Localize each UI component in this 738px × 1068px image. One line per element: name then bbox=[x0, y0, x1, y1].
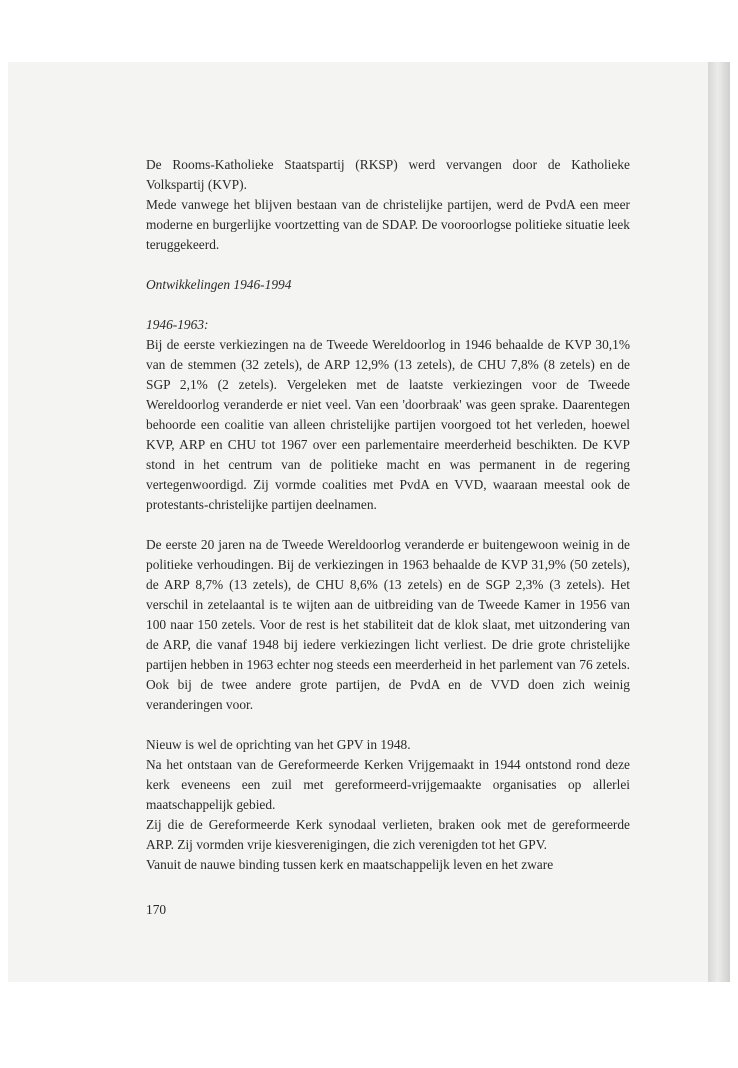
subsection-heading: 1946-1963: bbox=[146, 317, 209, 332]
paragraph-1946-elections: Bij de eerste verkiezingen na de Tweede Wereldoorlog in 1946 behaalde de KVP 30,1% van de stemmen (32 zetels), de ARP 12,9% (13 zetels), de CHU 7,8% (8 zetels) en de SGP 2,1% (2 zetels). Vergeleken met de laatste verkiezingen voor de Tweede Wereldoorlog veranderde er niet veel. Van een 'doorbraak' was geen sprake. Daarentegen behoorde een coalitie van alleen christelijke partijen voorgoed tot het verleden, hoewel KVP, ARP en CHU tot 1967 over een parlementaire meerderheid beschikten. De KVP stond in het centrum van de politieke macht en was permanent in de regering vertegenwoordigd. Zij vormde coalities met PvdA en VVD, waaraan meestal ook de protestants-christelijke partijen deelnamen. bbox=[146, 337, 630, 512]
paragraph-vrijgemaakt: Na het ontstaan van de Gereformeerde Kerken Vrijgemaakt in 1944 ontstond rond deze kerk eveneens een zuil met gereformeerd-vrijgemaakte organisaties op allerlei maatschappelijk gebied. bbox=[146, 757, 630, 812]
section-heading: Ontwikkelingen 1946-1994 bbox=[146, 277, 292, 292]
spacer bbox=[146, 515, 630, 535]
book-spine bbox=[708, 62, 730, 982]
paragraph-gpv-founding: Nieuw is wel de oprichting van het GPV in 1948. bbox=[146, 737, 411, 752]
paragraph-pvda: Mede vanwege het blijven bestaan van de christelijke partijen, werd de PvdA een meer moderne en burgerlijke voortzetting van de SDAP. De vooroorlogse politieke situatie leek teruggekeerd. bbox=[146, 197, 630, 252]
spacer bbox=[146, 715, 630, 735]
spacer bbox=[146, 295, 630, 315]
paragraph-rksp: De Rooms-Katholieke Staatspartij (RKSP) werd vervangen door de Katholieke Volkspartij (KVP). bbox=[146, 157, 630, 192]
paragraph-1963-elections: De eerste 20 jaren na de Tweede Wereldoorlog veranderde er buitengewoon weinig in de politieke verhoudingen. Bij de verkiezingen in 1963 behaalde de KVP 31,9% (50 zetels), de ARP 8,7% (13 zetels), de CHU 8,6% (13 zetels) en de SGP 2,3% (3 zetels). Het verschil in zetelaantal is te wijten aan de uitbreiding van de Tweede Kamer in 1956 van 100 naar 150 zetels. Voor de rest is het stabiliteit dat de klok slaat, met uitzondering van de ARP, die vanaf 1948 bij iedere verkiezingen licht verliest. De drie grote christelijke partijen hebben in 1963 echter nog steeds een meerderheid in het parlement van 76 zetels. Ook bij de twee andere grote partijen, de PvdA en de VVD doen zich weinig veranderingen voor. bbox=[146, 537, 630, 712]
page-text bbox=[146, 155, 630, 875]
paragraph-synodaal: Zij die de Gereformeerde Kerk synodaal verlieten, braken ook met de gereformeerde ARP. Zij vormden vrije kiesverenigingen, die zich verenigden tot het GPV. bbox=[146, 817, 630, 852]
page-number: 170 bbox=[146, 902, 167, 917]
paragraph-binding: Vanuit de nauwe binding tussen kerk en maatschappelijk leven en het zware bbox=[146, 857, 554, 872]
spacer bbox=[146, 255, 630, 275]
